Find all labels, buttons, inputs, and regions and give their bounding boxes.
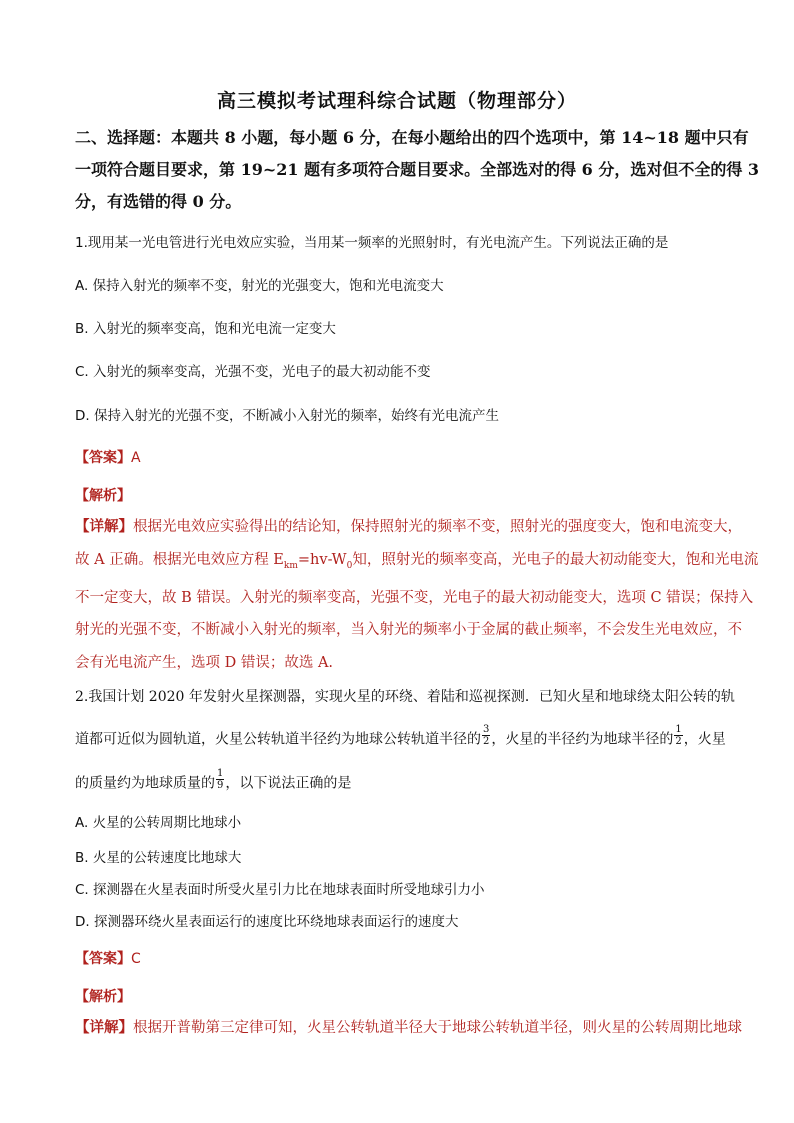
- q1-detail-text-2c: 知，照射光的频率变高，光电子的最大初动能变大，饱和光电流: [352, 551, 759, 568]
- q1-stem: 1.现用某一光电管进行光电效应实验，当用某一频率的光照射时，有光电流产生。下列说法正确的是: [75, 235, 669, 251]
- q1-answer: [75, 447, 729, 467]
- q2-stem-text-3a: 的质量约为地球质量的: [75, 775, 215, 792]
- q2-detail-line-1: [75, 1012, 742, 1045]
- q2-frac3-denominator: 9: [217, 780, 224, 791]
- q1-detail-line-5: 会有光电流产生，选项 D 错误；故选 A.: [75, 654, 334, 671]
- q2-frac1-denominator: 2: [483, 736, 490, 747]
- q2-stem-text-3b: ，以下说法正确的是: [225, 775, 352, 792]
- instructions-line-2: 一项符合题目要求，第 19~21 题有多项符合题目要求。全部选对的得 6 分，选对但不全的得 3: [75, 160, 760, 179]
- q1-option-d: D. 保持入射光的光强不变，不断减小入射光的频率，始终有光电流产生: [75, 408, 499, 424]
- q2-frac1-numerator: 3: [483, 724, 490, 735]
- q2-detail-label: 【详解】: [75, 1019, 133, 1036]
- q1-detail-line-2: [75, 544, 759, 582]
- q2-option-d: D. 探测器环绕火星表面运行的速度比环绕地球表面运行的速度大: [75, 914, 459, 930]
- q2-fraction-one-half: [674, 724, 682, 747]
- q1-detail-line-1: [75, 511, 742, 544]
- q1-detail-label: 【详解】: [75, 518, 133, 535]
- instructions-line-1: 二、选择题：本题共 8 小题，每小题 6 分，在每小题给出的四个选项中，第 14~18 题中只有: [75, 128, 749, 147]
- q2-option-b: B. 火星的公转速度比地球大: [75, 850, 242, 866]
- q1-analysis-heading: [75, 485, 729, 505]
- q2-stem-text-2a: 道都可近似为圆轨道，火星公转轨道半径约为地球公转轨道半径的: [75, 731, 481, 748]
- q2-analysis-label: 【解析】: [75, 989, 131, 1005]
- q2-option-a: A. 火星的公转周期比地球小: [75, 815, 242, 831]
- q2-answer-value: C: [131, 951, 141, 967]
- q2-answer: [75, 948, 729, 968]
- q2-fraction-one-ninth: [216, 768, 224, 791]
- q1-detail-line-3: 不一定变大，故 B 错误。入射光的频率变高，光强不变，光电子的最大初动能变大，选项 C 错误；保持入: [75, 589, 754, 606]
- q2-stem-text-2b: ，火星的半径约为地球半径的: [491, 731, 674, 748]
- q2-option-c: C. 探测器在火星表面时所受火星引力比在地球表面时所受地球引力小: [75, 882, 485, 898]
- instructions-line-3: 分，有选错的得 0 分。: [75, 192, 242, 211]
- q1-detail-line-4: 射光的光强不变，不断减小入射光的频率，当入射光的频率小于金属的截止频率，不会发生光电效应，不: [75, 622, 742, 639]
- q1-detail-text-1: 根据光电效应实验得出的结论知，保持照射光的频率不变，照射光的强度变大，饱和电流变大，: [133, 519, 742, 535]
- q2-stem-line-3: [75, 768, 735, 795]
- q1-answer-label: 【答案】: [75, 450, 131, 466]
- q2-frac2-numerator: 1: [675, 724, 682, 735]
- section-instructions: [75, 122, 760, 218]
- q2-stem-line-1: 2.我国计划 2020 年发射火星探测器，实现火星的环绕、着陆和巡视探测．已知火星和地球绕太阳公转的轨: [75, 689, 735, 705]
- q1-analysis-label: 【解析】: [75, 488, 131, 504]
- q2-frac2-denominator: 2: [675, 736, 682, 747]
- q2-detail: [75, 1012, 742, 1045]
- q2-frac3-numerator: 1: [217, 768, 224, 779]
- q2-detail-text-1: 根据开普勒第三定律可知，火星公转轨道半径大于地球公转轨道半径，则火星的公转周期比地球: [133, 1020, 742, 1036]
- q2-stem-line-2: [75, 724, 735, 751]
- q2-analysis-heading: [75, 986, 729, 1006]
- q1-answer-value: A: [131, 450, 141, 466]
- q1-detail-sub-km: km: [283, 560, 298, 571]
- q1-detail-text-2b: =hv-W: [297, 551, 347, 568]
- q2-fraction-three-halves: [482, 724, 490, 747]
- q2-stem-text-2c: ，火星: [683, 731, 726, 748]
- q1-detail-text-2a: 故 A 正确。根据光电效应方程 E: [75, 551, 284, 568]
- q1-detail: [75, 511, 759, 679]
- q1-option-b: B. 入射光的频率变高，饱和光电流一定变大: [75, 321, 336, 337]
- page-title: 高三模拟考试理科综合试题（物理部分）: [216, 90, 577, 112]
- q1-option-c: C. 入射光的频率变高，光强不变，光电子的最大初动能不变: [75, 364, 431, 380]
- q1-detail-sub-0: 0: [346, 560, 353, 571]
- q2-answer-label: 【答案】: [75, 951, 131, 967]
- q1-option-a: A. 保持入射光的频率不变，射光的光强变大，饱和光电流变大: [75, 278, 444, 294]
